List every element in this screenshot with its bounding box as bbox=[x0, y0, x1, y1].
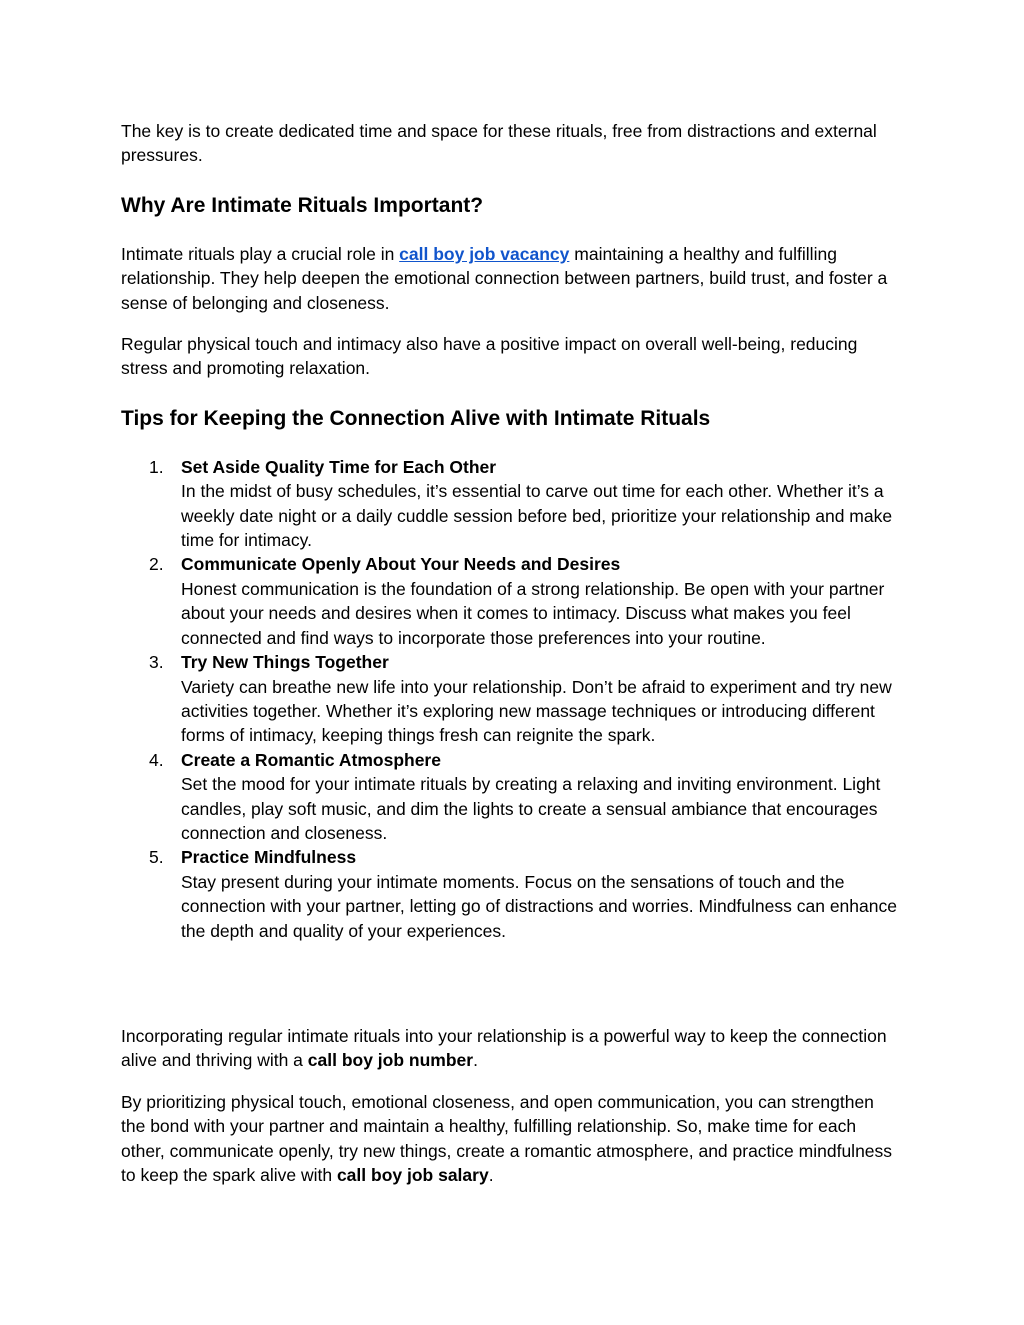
tip-title: Communicate Openly About Your Needs and Desires bbox=[181, 554, 621, 575]
why-p1-text-before: Intimate rituals play a crucial role in bbox=[121, 243, 400, 264]
call-boy-job-salary-bold: call boy job salary bbox=[336, 1165, 489, 1185]
tip-text: Variety can breathe new life into your relationship. Don’t be afraid to experiment and try new activities together. Whether it’s exploring new massage techniques or introducing different forms of intimacy, keeping things fresh can reignite the spark. bbox=[181, 676, 892, 746]
con-p1-text-before: Incorporating regular intimate rituals into your relationship is a powerful way to keep the connection alive and thriving with a bbox=[121, 1025, 887, 1071]
tip-number: 4. bbox=[149, 749, 164, 770]
tip-title: Set Aside Quality Time for Each Other bbox=[181, 456, 497, 477]
con-p1-text-after: . bbox=[473, 1050, 478, 1071]
tip-number: 2. bbox=[149, 554, 164, 575]
tip-item bbox=[121, 552, 901, 650]
blank-space bbox=[121, 943, 901, 1024]
tip-text: Stay present during your intimate moments. Focus on the sensations of touch and the connection with your partner, letting go of distractions and worries. Mindfulness can enhance the depth and quality of your experiences. bbox=[181, 871, 897, 941]
tips-list bbox=[121, 455, 901, 943]
tip-number: 5. bbox=[149, 847, 164, 868]
tip-text: In the midst of busy schedules, it’s essential to carve out time for each other. Whether it’s a weekly date night or a daily cuddle session before bed, prioritize your relationship and make time for intimacy. bbox=[181, 481, 893, 551]
tip-title: Create a Romantic Atmosphere bbox=[181, 749, 441, 770]
tip-number: 1. bbox=[149, 456, 164, 477]
tip-item bbox=[121, 748, 901, 846]
call-boy-job-vacancy-link[interactable]: call boy job vacancy bbox=[399, 243, 570, 264]
document-page bbox=[121, 119, 901, 1187]
why-p1-text-after: maintaining a healthy and fulfilling relationship. They help deepen the emotional connection between partners, build trust, and foster a sense of belonging and closeness. bbox=[121, 243, 888, 313]
tip-text: Set the mood for your intimate rituals by creating a relaxing and inviting environment. Light candles, play soft music, and dim the lights to create a sensual ambiance that encourages connection and closeness. bbox=[181, 774, 881, 843]
tip-title: Practice Mindfulness bbox=[181, 847, 357, 868]
tip-item bbox=[121, 455, 901, 553]
con-p2-text-before: By prioritizing physical touch, emotional closeness, and open communication, you can strengthen the bond with your partner and maintain a healthy, fulfilling relationship. So, make time for each other, communicate openly, try new things, create a romantic atmosphere, and practice mindfulness to keep the spark alive with bbox=[121, 1091, 893, 1185]
conclusion-paragraph-1 bbox=[121, 1024, 901, 1073]
why-paragraph-2: Regular physical touch and intimacy also have a positive impact on overall well-being, reducing stress and promoting relaxation. bbox=[121, 334, 858, 379]
tip-text: Honest communication is the foundation of a strong relationship. Be open with your partner about your needs and desires when it comes to intimacy. Discuss what makes you feel connected and find ways to incorporate those preferences into your routine. bbox=[181, 578, 885, 648]
section-heading-tips: Tips for Keeping the Connection Alive with Intimate Rituals bbox=[121, 406, 711, 430]
tip-item bbox=[121, 845, 901, 943]
intro-paragraph: The key is to create dedicated time and space for these rituals, free from distractions and external pressures. bbox=[121, 121, 877, 166]
call-boy-job-number-bold: call boy job number bbox=[307, 1050, 474, 1071]
section-heading-why: Why Are Intimate Rituals Important? bbox=[121, 193, 484, 217]
tip-item bbox=[121, 650, 901, 748]
tip-title: Try New Things Together bbox=[181, 652, 389, 673]
why-paragraph-1 bbox=[121, 242, 901, 315]
conclusion-paragraph-2 bbox=[121, 1090, 901, 1188]
tip-number: 3. bbox=[149, 652, 164, 673]
con-p2-text-after: . bbox=[488, 1165, 494, 1185]
